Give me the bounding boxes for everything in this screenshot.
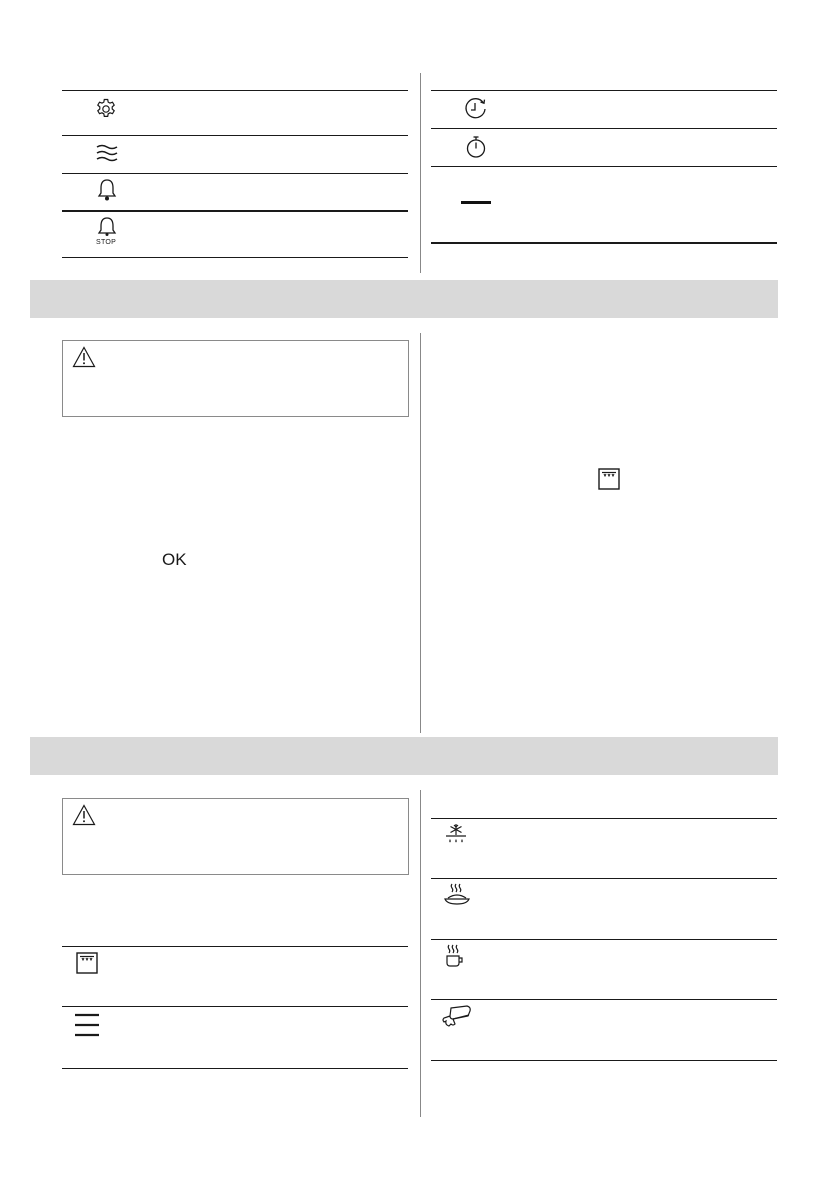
ok-label: OK xyxy=(162,550,187,569)
top-left-rule-1 xyxy=(62,135,408,136)
column-divider-top xyxy=(420,73,421,273)
stop-label: STOP xyxy=(96,239,117,246)
bottom-right-rule-4 xyxy=(431,1060,777,1061)
bell-stop-icon xyxy=(97,216,117,236)
section-header-band-2 xyxy=(30,737,778,775)
defrost-icon xyxy=(444,822,468,848)
bottom-left-rule-2 xyxy=(62,1068,408,1069)
warning-box-1 xyxy=(62,340,409,417)
plate-warming-icon xyxy=(443,882,471,908)
oven-icon xyxy=(597,467,621,491)
warning-icon xyxy=(72,346,96,368)
top-left-rule-2 xyxy=(62,173,408,174)
top-right-rule-0 xyxy=(431,90,777,91)
stopwatch-icon xyxy=(464,134,488,160)
gear-icon xyxy=(94,97,118,121)
dough-icon xyxy=(441,1004,473,1032)
bottom-right-rule-1 xyxy=(431,878,777,879)
bell-icon xyxy=(97,178,117,202)
menu-icon xyxy=(74,1012,100,1038)
top-left-rule-0 xyxy=(62,90,408,91)
oven-icon xyxy=(75,951,99,975)
bottom-left-rule-1 xyxy=(62,1006,408,1007)
top-right-rule-3 xyxy=(431,242,777,244)
top-right-rule-1 xyxy=(431,128,777,129)
column-divider-middle xyxy=(420,333,421,733)
clock-icon xyxy=(463,96,489,122)
top-left-rule-3 xyxy=(62,210,408,212)
column-divider-bottom xyxy=(420,790,421,1117)
top-left-rule-4 xyxy=(62,257,408,258)
section-header-band-1 xyxy=(30,280,778,318)
bottom-right-rule-2 xyxy=(431,939,777,940)
cup-warming-icon xyxy=(444,943,468,969)
bottom-right-rule-3 xyxy=(431,999,777,1000)
warning-icon xyxy=(72,804,96,826)
bottom-right-rule-0 xyxy=(431,818,777,819)
bottom-left-rule-0 xyxy=(62,946,408,947)
heat-waves-icon xyxy=(95,143,119,163)
top-right-rule-2 xyxy=(431,166,777,167)
warning-box-2 xyxy=(62,798,409,875)
dash-icon xyxy=(461,201,491,204)
